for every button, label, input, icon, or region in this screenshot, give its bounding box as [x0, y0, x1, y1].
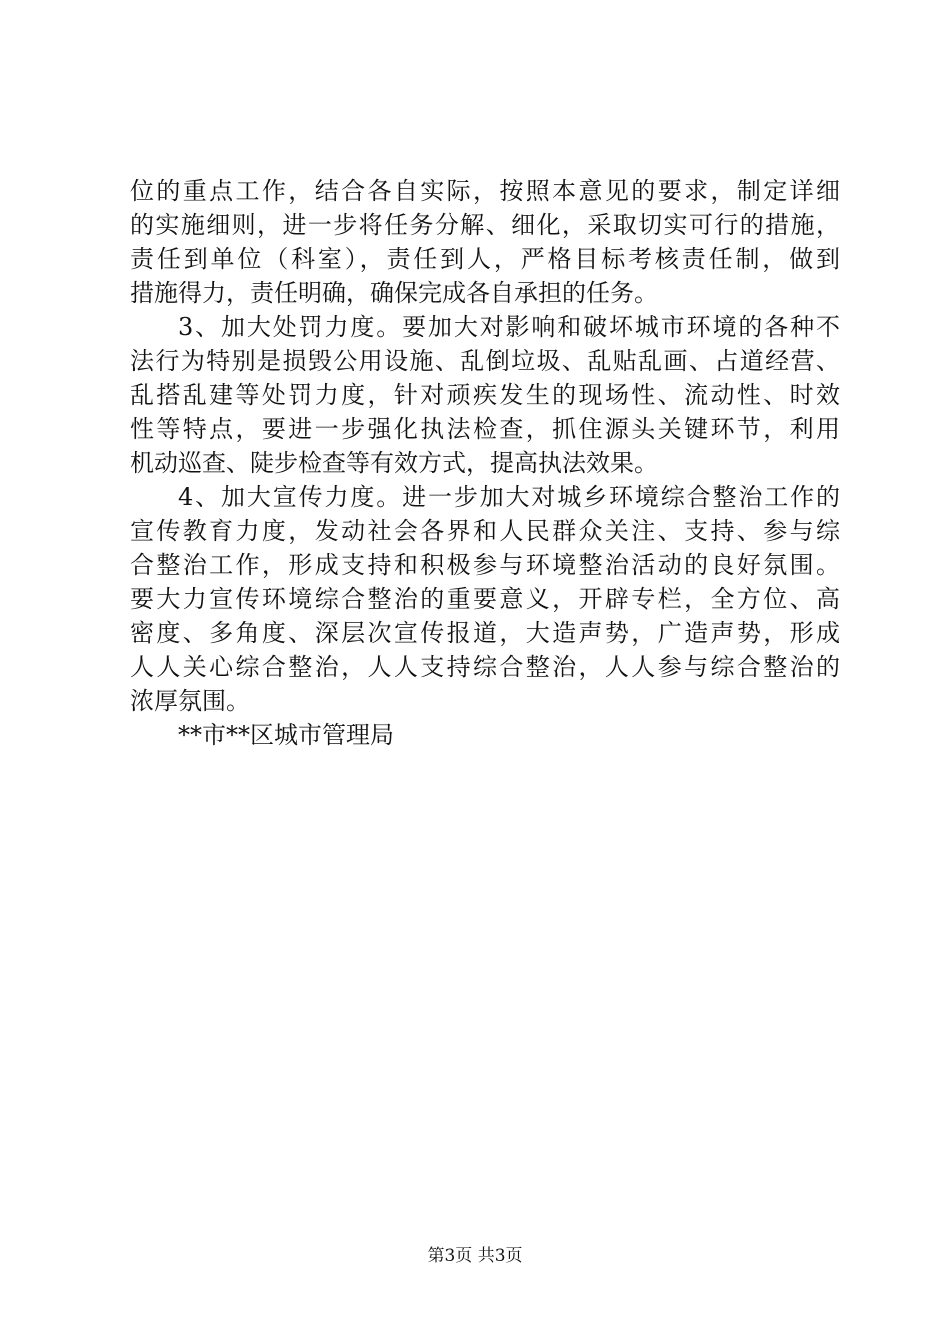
document-line: 性等特点，要进一步强化执法检查，抓住源头关键环节，利用 — [130, 415, 840, 443]
document-line: 人人关心综合整治，人人支持综合整治，人人参与综合整治的 — [130, 653, 840, 681]
document-line: 法行为特别是损毁公用设施、乱倒垃圾、乱贴乱画、占道经营、 — [130, 347, 840, 375]
document-line: 浓厚氛围。 — [130, 687, 250, 715]
document-line: 密度、多角度、深层次宣传报道，大造声势，广造声势，形成 — [130, 619, 840, 647]
document-line: 4、加大宣传力度。进一步加大对城乡环境综合整治工作的 — [178, 483, 840, 511]
page-footer: 第3页 共3页 — [427, 1246, 523, 1266]
document-line: **市**区城市管理局 — [178, 721, 394, 749]
document-body — [130, 174, 840, 752]
document-line: 措施得力，责任明确，确保完成各自承担的任务。 — [130, 279, 658, 307]
document-line: 的实施细则，进一步将任务分解、细化，采取切实可行的措施， — [130, 211, 840, 239]
document-line: 3、加大处罚力度。要加大对影响和破坏城市环境的各种不 — [178, 313, 840, 341]
document-line: 合整治工作，形成支持和积极参与环境整治活动的良好氛围。 — [130, 551, 840, 579]
document-line: 要大力宣传环境综合整治的重要意义，开辟专栏，全方位、高 — [130, 585, 840, 613]
document-line: 乱搭乱建等处罚力度，针对顽疾发生的现场性、流动性、时效 — [130, 381, 840, 409]
document-line: 机动巡查、陡步检查等有效方式，提高执法效果。 — [130, 449, 658, 477]
document-line: 位的重点工作，结合各自实际，按照本意见的要求，制定详细 — [130, 177, 840, 205]
document-line: 宣传教育力度，发动社会各界和人民群众关注、支持、参与综 — [130, 517, 840, 545]
document-line: 责任到单位（科室），责任到人，严格目标考核责任制，做到 — [130, 245, 840, 273]
